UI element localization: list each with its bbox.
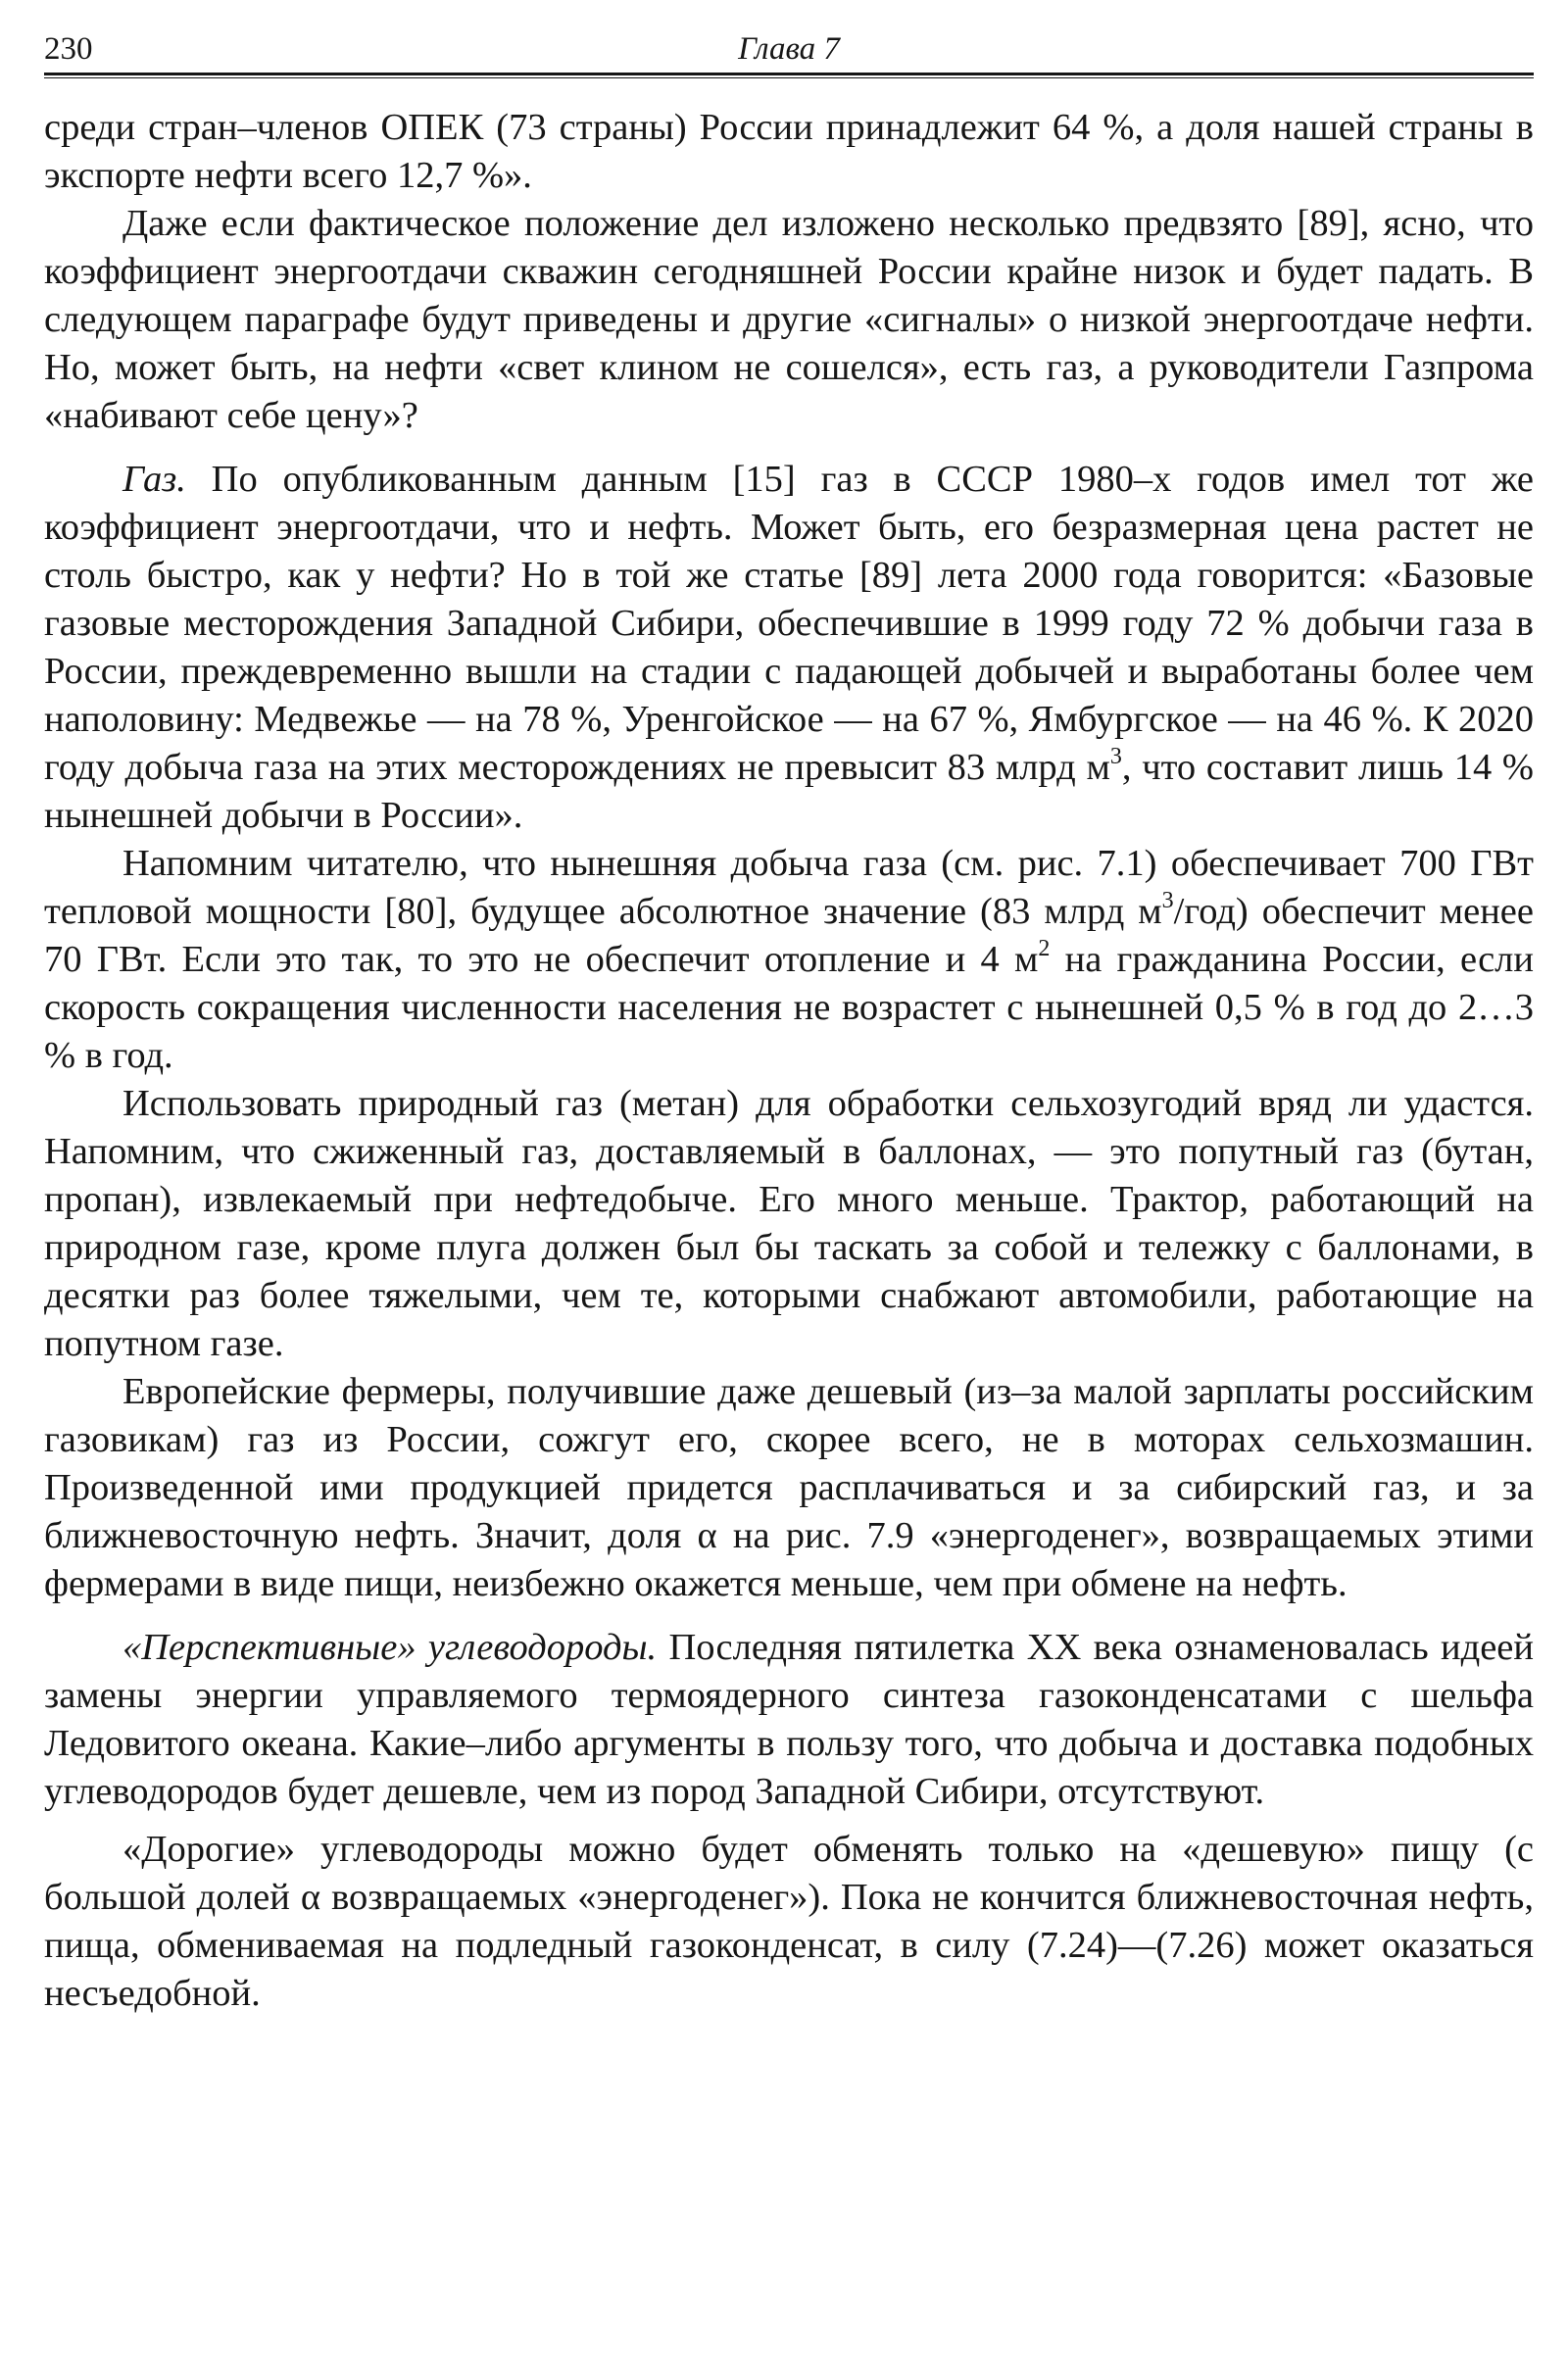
runin-heading-hydrocarbons: «Перспективные» углеводороды.: [122, 1627, 658, 1668]
paragraph-text: , что составит лишь 14 % нынешней добычи в России».: [44, 747, 1534, 836]
paragraph-text: Напомним читателю, что нынешняя добыча газа (см. рис. 7.1) обеспечивает 700 ГВт тепловой мощности [80], будущее абсолютное значение (83 млрд м: [44, 843, 1534, 932]
paragraph-gas: [44, 456, 1534, 840]
paragraph-text: Последняя пятилетка XX века ознаменовалась идеей замены энергии управляемого термоядерного синтеза газоконденсатами с шельфа Ледовитого океана. Какие–либо аргументы в пользу того, что добыча и доставка подобных углеводородов будет дешевле, чем из пород Западной Сибири, отсутствуют.: [44, 1627, 1534, 1812]
paragraph-text: /год) обеспечит менее 70 ГВт. Если это так, то это не обеспечит отопление и 4 м: [44, 891, 1534, 980]
paragraph: Использовать природный газ (метан) для обработки сельхозугодий вряд ли удастся. Напомним, что сжиженный газ, доставляемый в баллонах, — это попутный газ (бутан, пропан), извлекаемый при нефтедобыче. Его много меньше. Трактор, работающий на природном газе, кроме плуга должен был бы таскать за собой и тележку с баллонами, в десятки раз более тяжелыми, чем те, которыми снабжают автомобили, работающие на попутном газе.: [44, 1083, 1534, 1364]
running-head: Глава 7: [738, 31, 840, 67]
paragraph: [44, 840, 1534, 1080]
header-rule-thick: [44, 73, 1534, 75]
paragraph-text: По опубликованным данным [15] газ в СССР 1980–х годов имел тот же коэффициент энергоотдачи, что и нефть. Может быть, его безразмерная цена растет не столь быстро, как у нефти? Но в той же статье [89] лета 2000 года говорится: «Базовые газовые месторождения Западной Сибири, обеспечившие в 1999 году 72 % добычи газа в России, преждевременно вышли на стадии с падающей добычей и выработаны более чем наполовину: Медвежье — на 78 %, Уренгойское — на 67 %, Ямбургское — на 46 %. К 2020 году добыча газа на этих месторождениях не превысит 83 млрд м: [44, 459, 1534, 788]
paragraph-continued: среди стран–членов ОПЕК (73 страны) России принадлежит 64 %, а доля нашей страны в экспорте нефти всего 12,7 %».: [44, 107, 1534, 196]
paragraph: Европейские фермеры, получившие даже дешевый (из–за малой зарплаты российским газовикам) газ из России, сожгут его, скорее всего, не в моторах сельхозмашин. Произведенной ими продукцией придется расплачиваться и за сибирский газ, и за ближневосточную нефть. Значит, доля α на рис. 7.9 «энергоденег», возвращаемых этими фермерами в виде пищи, неизбежно окажется меньше, чем при обмене на нефть.: [44, 1371, 1534, 1604]
superscript: 3: [1161, 888, 1174, 913]
page-number: 230: [44, 31, 93, 67]
book-page: [44, 27, 1534, 2018]
header-rule-thin: [44, 77, 1534, 78]
superscript: 3: [1109, 744, 1122, 769]
paragraph-text: на гражданина России, если скорость сокращения численности населения не возрастет с нынешней 0,5 % в год до 2…3 % в год.: [44, 939, 1534, 1076]
paragraph: Даже если фактическое положение дел изложено несколько предвзято [89], ясно, что коэффициент энергоотдачи скважин сегодняшней России крайне низок и будет падать. В следующем параграфе будут приведены и другие «сигналы» о низкой энергоотдаче нефти. Но, может быть, на нефти «свет клином не сошелся», есть газ, а руководители Газпрома «набивают себе цену»?: [44, 203, 1534, 436]
page-header: [44, 27, 1534, 71]
paragraph: «Дорогие» углеводороды можно будет обменять только на «дешевую» пищу (с большой долей α возвращаемых «энергоденег»). Пока не кончится ближневосточная нефть, пища, обмениваемая на подледный газоконденсат, в силу (7.24)—(7.26) может оказаться несъедобной.: [44, 1829, 1534, 2014]
paragraph-hydrocarbons: [44, 1624, 1534, 1816]
page-body: [44, 104, 1534, 2018]
runin-heading-gas: Газ.: [122, 459, 186, 500]
superscript: 2: [1038, 936, 1051, 961]
